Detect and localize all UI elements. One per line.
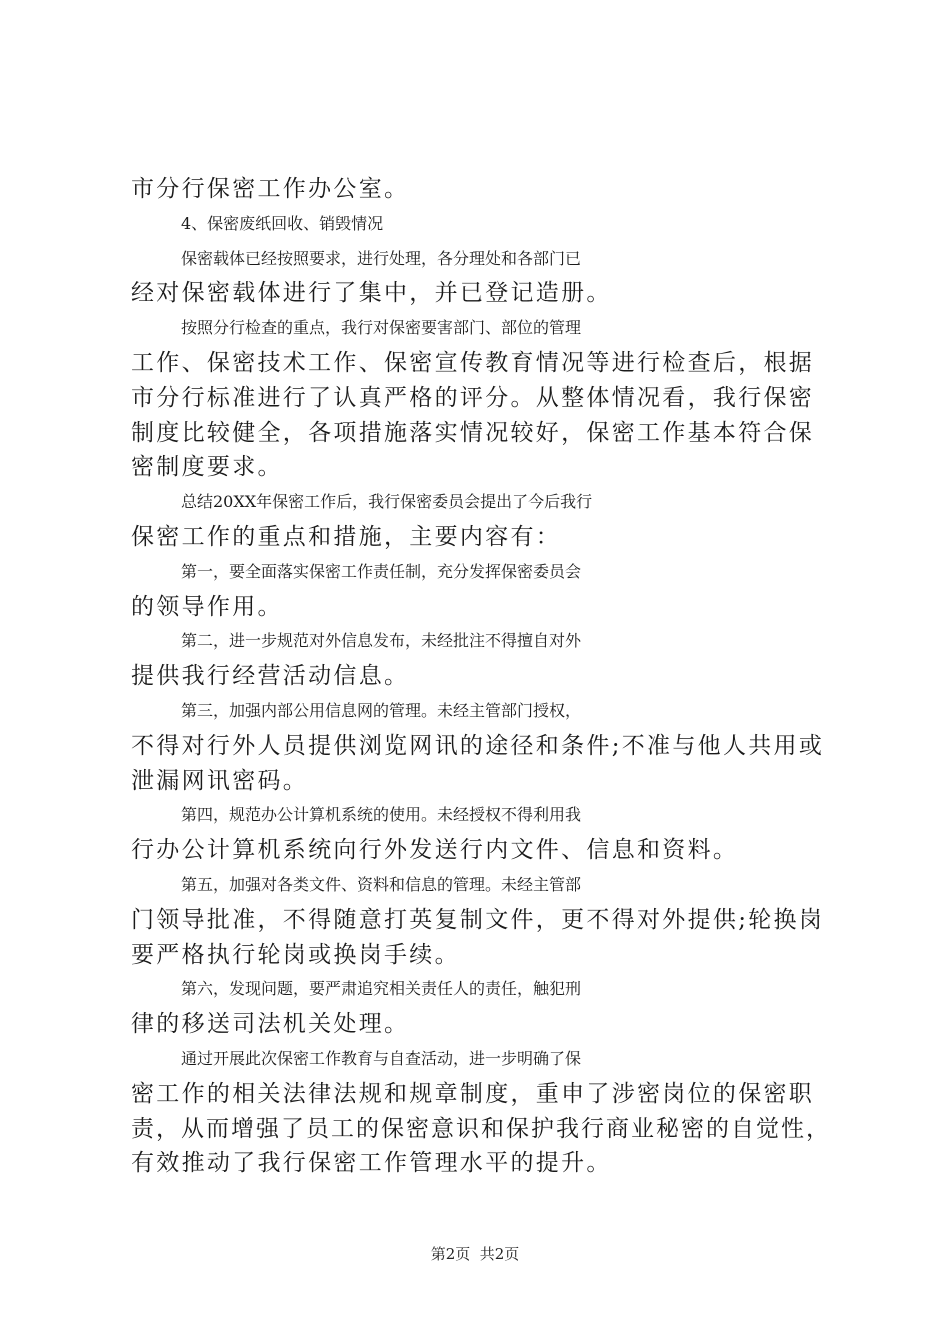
text-line: 保密工作的重点和措施，主要内容有： (131, 523, 562, 550)
text-line: 门领导批准，不得随意打英复制文件，更不得对外提供;轮换岗 (131, 906, 825, 933)
text-line: 不得对行外人员提供浏览网讯的途径和条件;不准与他人共用或 (131, 732, 825, 759)
text-line: 第四，规范办公计算机系统的使用。未经授权不得利用我 (181, 805, 582, 825)
text-line: 工作、保密技术工作、保密宣传教育情况等进行检查后，根据 (131, 349, 815, 376)
text-line: 泄漏网讯密码。 (131, 767, 309, 794)
page-number-label: 第2页 共2页 (430, 1245, 520, 1263)
text-line: 提供我行经营活动信息。 (131, 663, 410, 690)
page-footer (0, 1243, 950, 1264)
text-line: 按照分行检查的重点，我行对保密要害部门、部位的管理 (181, 318, 582, 338)
text-line: 4、保密废纸回收、销毁情况 (181, 213, 384, 233)
text-line: 总结20XX年保密工作后，我行保密委员会提出了今后我行 (181, 492, 593, 512)
text-line: 行办公计算机系统向行外发送行内文件、信息和资料。 (131, 837, 739, 864)
text-line: 律的移送司法机关处理。 (131, 1011, 410, 1038)
text-line: 第一，要全面落实保密工作责任制，充分发挥保密委员会 (181, 561, 582, 581)
text-line: 有效推动了我行保密工作管理水平的提升。 (131, 1150, 612, 1177)
text-line: 的领导作用。 (131, 593, 283, 620)
text-line: 经对保密载体进行了集中，并已登记造册。 (131, 280, 612, 307)
text-line: 通过开展此次保密工作教育与自查活动，进一步明确了保 (181, 1048, 582, 1068)
text-line: 第五，加强对各类文件、资料和信息的管理。未经主管部 (181, 874, 582, 894)
text-line: 制度比较健全，各项措施落实情况较好，保密工作基本符合保 (131, 419, 815, 446)
text-line: 密工作的相关法律法规和规章制度，重申了涉密岗位的保密职 (131, 1080, 815, 1107)
text-line: 第三，加强内部公用信息网的管理。未经主管部门授权， (181, 700, 582, 720)
text-line: 市分行标准进行了认真严格的评分。从整体情况看，我行保密 (131, 384, 815, 411)
text-line: 责，从而增强了员工的保密意识和保护我行商业秘密的自觉性， (131, 1115, 831, 1142)
text-line: 保密载体已经按照要求，进行处理，各分理处和各部门已 (181, 248, 582, 268)
text-line: 密制度要求。 (131, 454, 283, 481)
text-line: 市分行保密工作办公室。 (131, 176, 410, 202)
text-line: 第六，发现问题，要严肃追究相关责任人的责任，触犯刑 (181, 979, 582, 999)
text-line: 第二，进一步规范对外信息发布，未经批注不得擅自对外 (181, 631, 582, 651)
text-line: 要严格执行轮岗或换岗手续。 (131, 941, 460, 968)
document-body (131, 172, 832, 1181)
